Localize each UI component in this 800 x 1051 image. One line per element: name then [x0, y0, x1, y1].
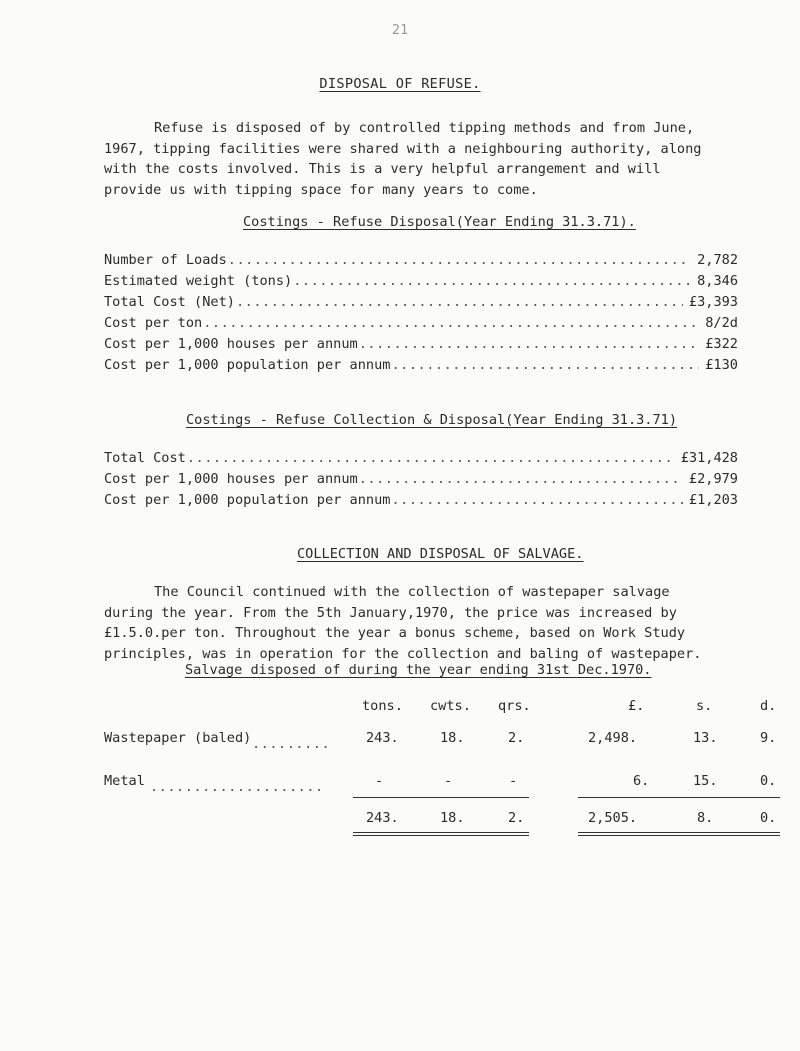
row-value: 2,782: [697, 252, 738, 268]
table-row-label: Metal: [104, 773, 145, 789]
disposal-row: [104, 357, 738, 377]
cell-pounds: 2,498.: [588, 730, 638, 746]
cell-pounds: 6.: [633, 773, 650, 789]
row-label: Cost per 1,000 population per annum: [104, 357, 391, 373]
row-value: 8,346: [697, 273, 738, 289]
total-qrs: 2.: [508, 810, 525, 826]
salvage-paragraph: The Council continued with the collection of wastepaper salvage during the year. From the 5th January,1970, the price was increased by £1.5.0.per ton. Throughout the year a bonus scheme, based on Work Study principles, was in operation for the collection and baling of wastepaper.: [104, 584, 702, 662]
total-pence: 0.: [760, 810, 777, 826]
leader-dots: [186, 450, 675, 466]
section-title-refuse: DISPOSAL OF REFUSE.: [319, 76, 481, 92]
leader-dots: [227, 252, 691, 268]
cell-qrs: 2.: [508, 730, 525, 746]
row-label: Total Cost (Net): [104, 294, 235, 310]
cell-qrs: -: [509, 773, 518, 789]
salvage-table-heading: Salvage disposed of during the year ending 31st Dec.1970.: [185, 662, 652, 678]
cell-tons: 243.: [366, 730, 399, 746]
collection-costings-heading: Costings - Refuse Collection & Disposal(Year Ending 31.3.71): [186, 412, 678, 428]
col-header-pounds: £.: [628, 698, 645, 714]
row-value: £2,979: [688, 471, 738, 487]
leader-dots: [358, 471, 683, 487]
row-value: 8/2d: [705, 315, 738, 331]
disposal-row: [104, 336, 738, 356]
cell-cwts: 18.: [440, 730, 465, 746]
salvage-section-title: COLLECTION AND DISPOSAL OF SALVAGE.: [297, 546, 584, 562]
row-value: £3,393: [688, 294, 738, 310]
collection-row: [104, 450, 738, 470]
leader-dots: [358, 336, 700, 352]
row-label: Total Cost: [104, 450, 186, 466]
table-row-label: Wastepaper (baled): [104, 730, 252, 746]
leader-dots: .........: [252, 736, 331, 752]
disposal-row: [104, 252, 738, 272]
leader-dots: ....................: [150, 779, 324, 795]
total-double-rule-quantity: [353, 832, 529, 836]
row-label: Cost per ton: [104, 315, 203, 331]
leader-dots: [390, 492, 682, 508]
cell-pence: 9.: [760, 730, 777, 746]
row-label: Cost per 1,000 houses per annum: [104, 336, 358, 352]
disposal-row: [104, 315, 738, 335]
row-label: Cost per 1,000 houses per annum: [104, 471, 358, 487]
leader-dots: [202, 315, 699, 331]
subtotal-rule-money: [578, 797, 780, 798]
total-pounds: 2,505.: [588, 810, 638, 826]
collection-row: [104, 471, 738, 491]
cell-cwts: -: [444, 773, 453, 789]
disposal-row: [104, 273, 738, 293]
total-tons: 243.: [366, 810, 399, 826]
leader-dots: [235, 294, 683, 310]
row-label: Cost per 1,000 population per annum: [104, 492, 391, 508]
disposal-costings-heading: Costings - Refuse Disposal(Year Ending 31.3.71).: [243, 214, 636, 230]
leader-dots: [390, 357, 699, 373]
row-label: Estimated weight (tons): [104, 273, 293, 289]
cell-shillings: 15.: [693, 773, 718, 789]
row-value: £31,428: [680, 450, 738, 466]
row-value: £322: [705, 336, 738, 352]
row-label: Number of Loads: [104, 252, 227, 268]
subtotal-rule-quantity: [353, 797, 529, 798]
disposal-row: [104, 294, 738, 314]
col-header-shillings: s.: [696, 698, 713, 714]
total-shillings: 8.: [697, 810, 714, 826]
intro-paragraph: Refuse is disposed of by controlled tipping methods and from June, 1967, tipping facilities were shared with a neighbouring authority, along with the costs involved. This is a very helpful arrangement and will provide us with tipping space for many years to come.: [104, 120, 702, 198]
cell-tons: -: [375, 773, 384, 789]
total-cwts: 18.: [440, 810, 465, 826]
col-header-cwts: cwts.: [430, 698, 471, 714]
row-value: £1,203: [688, 492, 738, 508]
page-number: 21: [391, 22, 409, 38]
leader-dots: [292, 273, 691, 289]
col-header-qrs: qrs.: [498, 698, 531, 714]
collection-row: [104, 492, 738, 512]
col-header-tons: tons.: [362, 698, 403, 714]
cell-pence: 0.: [760, 773, 777, 789]
col-header-pence: d.: [760, 698, 777, 714]
row-value: £130: [705, 357, 738, 373]
total-double-rule-money: [578, 832, 780, 836]
cell-shillings: 13.: [693, 730, 718, 746]
